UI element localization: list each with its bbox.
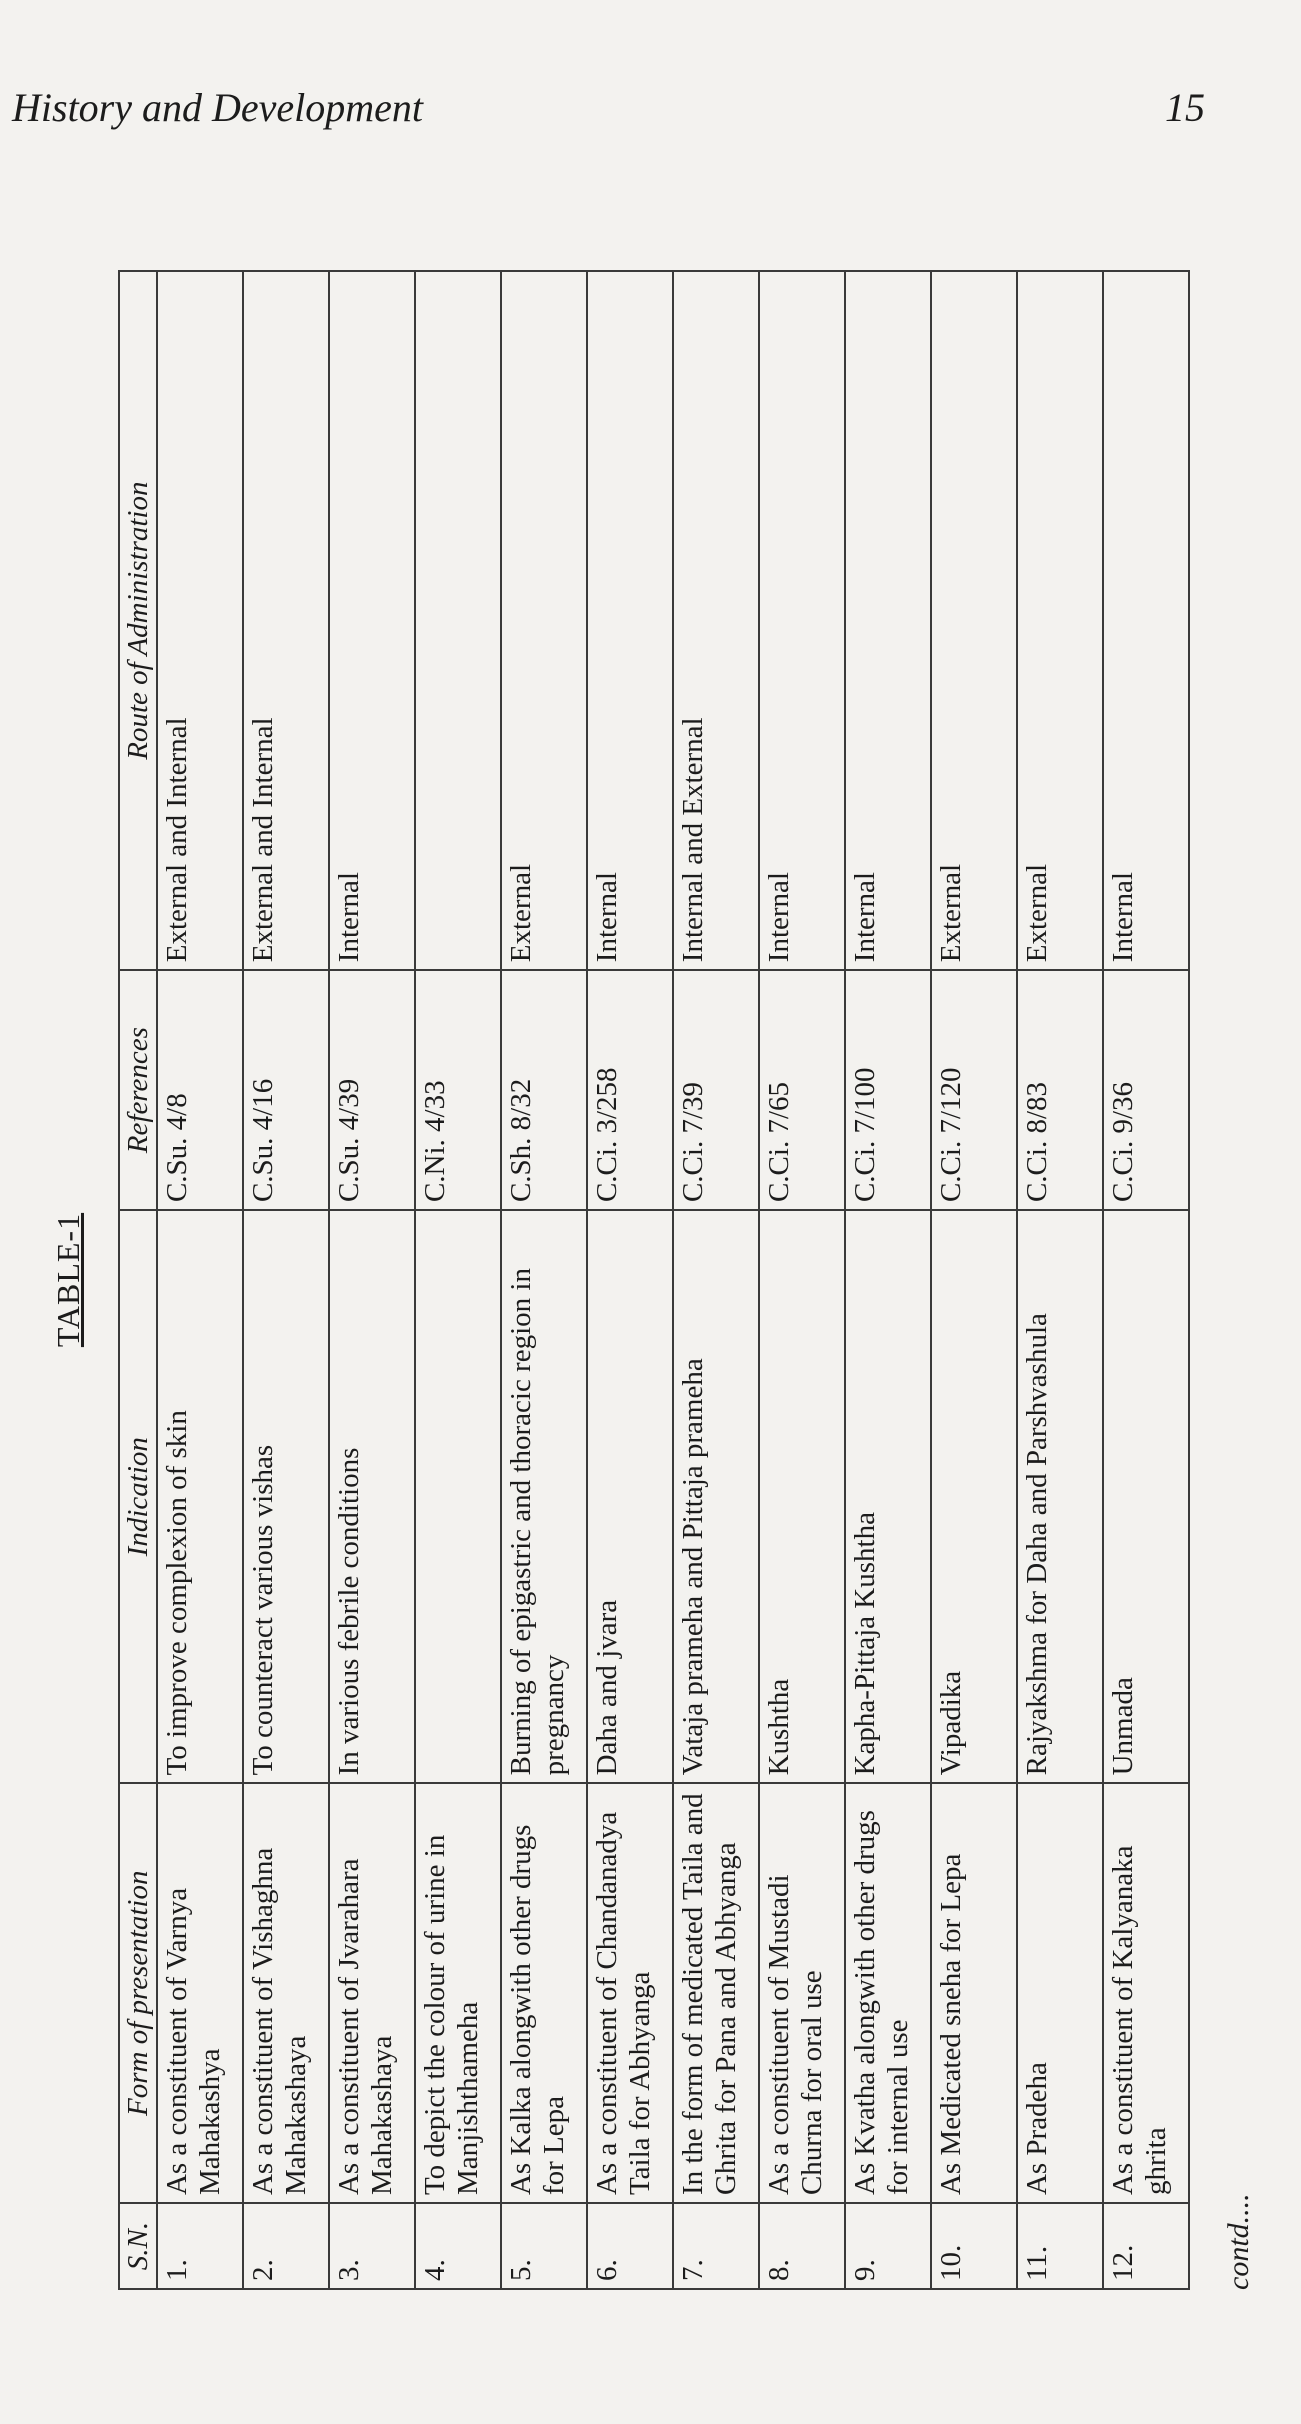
- cell-form-of-presentation: In the form of medicated Taila and Ghrita for Pana and Abhyanga: [673, 1783, 759, 2203]
- cell-reference: C.Ci. 7/120: [931, 970, 1017, 1210]
- cell-form-of-presentation: As a constituent of Jvarahara Mahakashaya: [329, 1783, 415, 2203]
- table-row: [931, 271, 1017, 2289]
- cell-route: Internal: [759, 271, 845, 970]
- cell-form-of-presentation: To depict the colour of urine in Manjishthameha: [415, 1783, 501, 2203]
- rotated-table-region: [50, 260, 1260, 2300]
- cell-indication: Daha and jvara: [587, 1210, 673, 1783]
- table-body: [157, 271, 1189, 2289]
- cell-reference: C.Ci. 3/258: [587, 970, 673, 1210]
- cell-form-of-presentation: As Medicated sneha for Lepa: [931, 1783, 1017, 2203]
- cell-form-of-presentation: As a constituent of Vishaghna Mahakashaya: [243, 1783, 329, 2203]
- column-header-sn: S.N.: [119, 2203, 157, 2289]
- cell-route: External: [931, 271, 1017, 970]
- cell-sn: 8.: [759, 2203, 845, 2289]
- cell-form-of-presentation: As a constituent of Kalyanaka ghrita: [1103, 1783, 1189, 2203]
- cell-sn: 4.: [415, 2203, 501, 2289]
- table-row: [501, 271, 587, 2289]
- cell-sn: 12.: [1103, 2203, 1189, 2289]
- cell-reference: C.Ci. 7/39: [673, 970, 759, 1210]
- cell-route: External: [1017, 271, 1103, 970]
- table-caption: TABLE-1: [50, 1212, 86, 1348]
- cell-form-of-presentation: As Kalka alongwith other drugs for Lepa: [501, 1783, 587, 2203]
- cell-form-of-presentation: As Kvatha alongwith other drugs for internal use: [845, 1783, 931, 2203]
- cell-indication: Vipadika: [931, 1210, 1017, 1783]
- column-header-references: References: [119, 970, 157, 1210]
- table-row: [1103, 271, 1189, 2289]
- cell-reference: C.Su. 4/16: [243, 970, 329, 1210]
- continued-note: contd....: [1222, 2193, 1255, 2290]
- cell-route: Internal: [845, 271, 931, 970]
- cell-indication: Vataja prameha and Pittaja prameha: [673, 1210, 759, 1783]
- cell-indication: Rajyakshma for Daha and Parshvashula: [1017, 1210, 1103, 1783]
- cell-sn: 11.: [1017, 2203, 1103, 2289]
- table-row: [759, 271, 845, 2289]
- table-row: [1017, 271, 1103, 2289]
- cell-reference: C.Ci. 8/83: [1017, 970, 1103, 1210]
- table-row: [157, 271, 243, 2289]
- cell-form-of-presentation: As a constituent of Mustadi Churna for oral use: [759, 1783, 845, 2203]
- cell-sn: 6.: [587, 2203, 673, 2289]
- cell-sn: 2.: [243, 2203, 329, 2289]
- cell-reference: C.Ci. 7/100: [845, 970, 931, 1210]
- cell-reference: C.Ni. 4/33: [415, 970, 501, 1210]
- cell-sn: 3.: [329, 2203, 415, 2289]
- cell-sn: 1.: [157, 2203, 243, 2289]
- table-row: [673, 271, 759, 2289]
- cell-route: External and Internal: [243, 271, 329, 970]
- table-header-row: [119, 271, 157, 2289]
- cell-indication: Unmada: [1103, 1210, 1189, 1783]
- cell-indication: To improve complexion of skin: [157, 1210, 243, 1783]
- drug-usage-table: [118, 270, 1190, 2290]
- cell-form-of-presentation: As Pradeha: [1017, 1783, 1103, 2203]
- table-row: [587, 271, 673, 2289]
- cell-indication: [415, 1210, 501, 1783]
- cell-indication: In various febrile conditions: [329, 1210, 415, 1783]
- running-head: History and Development: [12, 85, 424, 130]
- cell-reference: C.Ci. 9/36: [1103, 970, 1189, 1210]
- cell-sn: 7.: [673, 2203, 759, 2289]
- cell-reference: C.Su. 4/39: [329, 970, 415, 1210]
- cell-indication: Kushtha: [759, 1210, 845, 1783]
- cell-form-of-presentation: As a constituent of Chandanadya Taila for Abhyanga: [587, 1783, 673, 2203]
- cell-sn: 9.: [845, 2203, 931, 2289]
- table-row: [329, 271, 415, 2289]
- table-row: [845, 271, 931, 2289]
- cell-indication: Burning of epigastric and thoracic region in pregnancy: [501, 1210, 587, 1783]
- cell-reference: C.Su. 4/8: [157, 970, 243, 1210]
- cell-route: External: [501, 271, 587, 970]
- table-row: [243, 271, 329, 2289]
- column-header-indication: Indication: [119, 1210, 157, 1783]
- cell-reference: C.Ci. 7/65: [759, 970, 845, 1210]
- column-header-form: Form of presentation: [119, 1783, 157, 2203]
- cell-route: Internal and External: [673, 271, 759, 970]
- page-number: 15: [1165, 85, 1205, 130]
- cell-sn: 5.: [501, 2203, 587, 2289]
- cell-route: Internal: [587, 271, 673, 970]
- cell-route: Internal: [329, 271, 415, 970]
- cell-form-of-presentation: As a constituent of Varnya Mahakashya: [157, 1783, 243, 2203]
- table-row: [415, 271, 501, 2289]
- cell-route: External and Internal: [157, 271, 243, 970]
- cell-route: Internal: [1103, 271, 1189, 970]
- cell-route: [415, 271, 501, 970]
- column-header-route: Route of Administration: [119, 271, 157, 970]
- cell-indication: Kapha-Pittaja Kushtha: [845, 1210, 931, 1783]
- cell-reference: C.Sh. 8/32: [501, 970, 587, 1210]
- cell-indication: To counteract various vishas: [243, 1210, 329, 1783]
- cell-sn: 10.: [931, 2203, 1017, 2289]
